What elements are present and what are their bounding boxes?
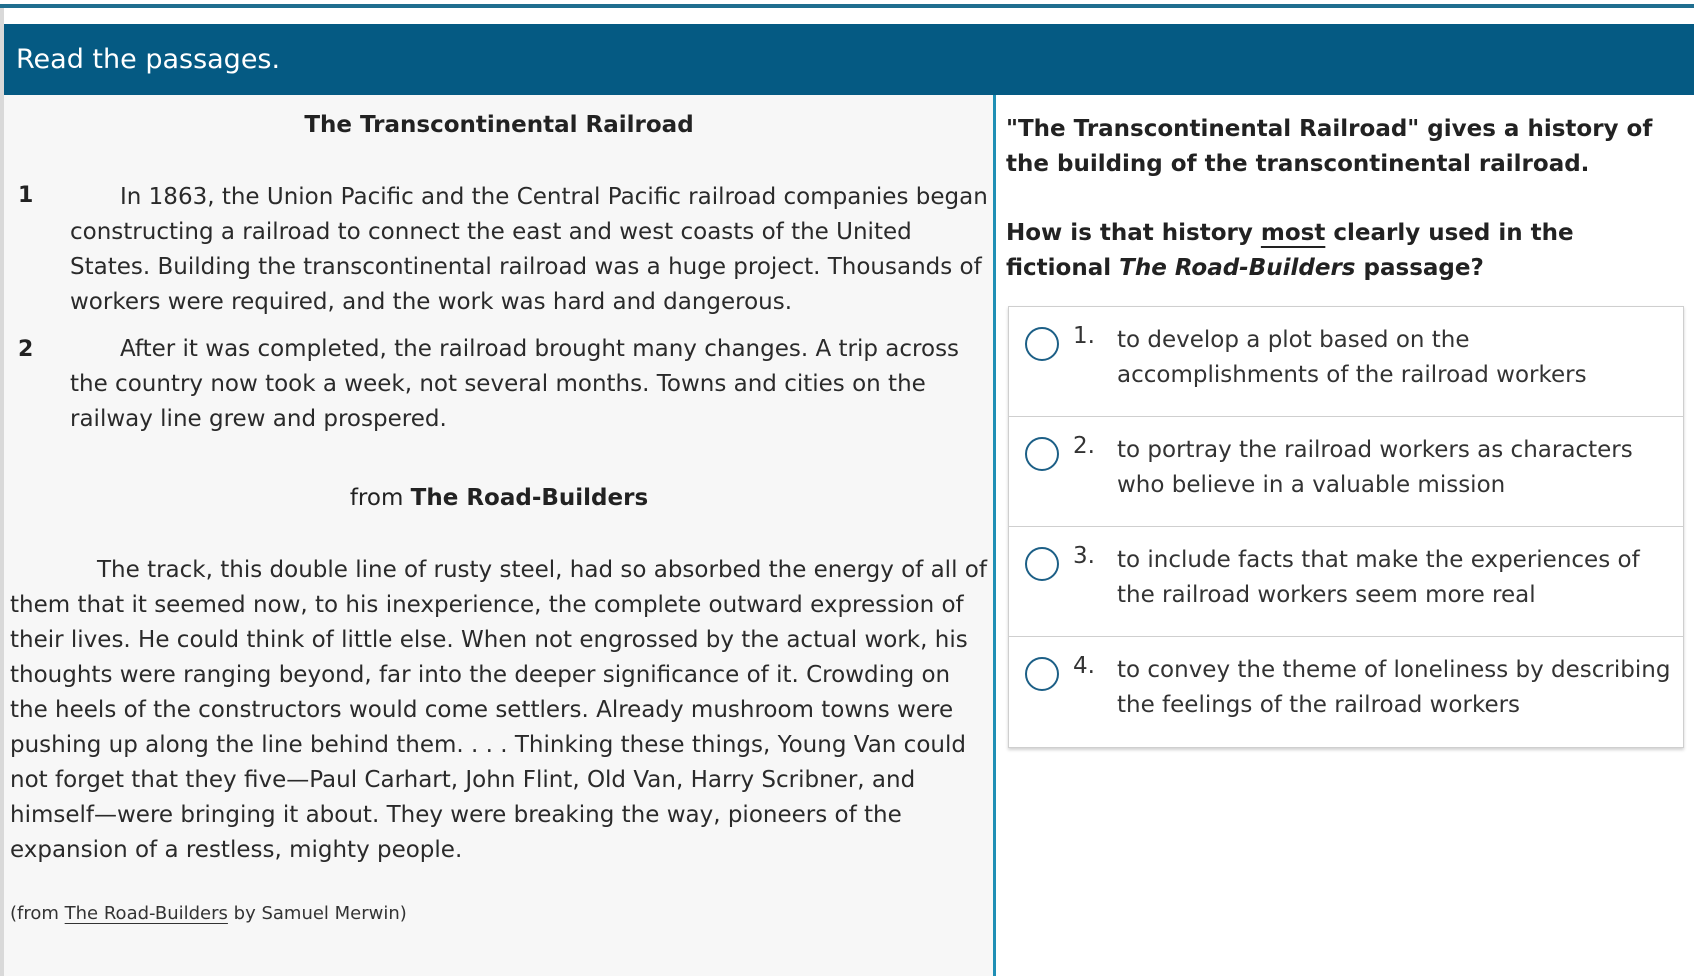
option-text: to portray the railroad workers as characters who believe in a valuable mission bbox=[1117, 437, 1633, 498]
stem-underlined: most bbox=[1260, 220, 1326, 246]
stem-part2: clearly used in the fictional bbox=[1006, 220, 1574, 281]
radio-button-icon[interactable] bbox=[1025, 437, 1059, 471]
passage2-excerpt: The track, this double line of rusty steel, had so absorbed the energy of all of them that it seemed now, to his inexperience, the complete outward expression of their lives. He could think of little else. When not engrossed by the actual work, his thoughts were ranging beyond, far into the deeper significance of it. Crowding on the heels of the constructors would come settlers. Already mushroom towns were pushing up along the line behind them. . . . Thinking these things, Young Van could not forget that they five—Paul Carhart, John Flint, Old Van, Harry Scribner, and himself—were bringing it about. They were breaking the way, pioneers of the expansion of a restless, mighty people. bbox=[10, 557, 987, 863]
paragraph-text: In 1863, the Union Pacific and the Central Pacific railroad companies began constructing a railroad to connect the east and west coasts of the United States. Building the transcontinental railroad was a huge project. Thousands of workers were required, and the work was hard and dangerous. bbox=[70, 184, 988, 315]
stem-part3: passage? bbox=[1363, 255, 1484, 281]
radio-button-icon[interactable] bbox=[1025, 327, 1059, 361]
option-text: to develop a plot based on the accomplishments of the railroad workers bbox=[1117, 327, 1587, 388]
question-stem bbox=[1006, 216, 1686, 286]
option-number: 2. bbox=[1073, 433, 1095, 459]
citation bbox=[10, 903, 407, 924]
option-text: to convey the theme of loneliness by describing the feelings of the railroad workers bbox=[1117, 657, 1671, 718]
answer-options bbox=[1008, 306, 1684, 748]
citation-title: The Road-Builders bbox=[64, 903, 228, 924]
citation-suffix: by Samuel Merwin) bbox=[233, 903, 407, 924]
option-text: to include facts that make the experiences of the railroad workers seem more real bbox=[1117, 547, 1640, 608]
option-number: 1. bbox=[1073, 323, 1095, 349]
paragraph-number: 1 bbox=[18, 183, 34, 208]
option-number: 3. bbox=[1073, 543, 1095, 569]
option-number: 4. bbox=[1073, 653, 1095, 679]
radio-button-icon[interactable] bbox=[1025, 547, 1059, 581]
answer-option-4[interactable] bbox=[1009, 637, 1683, 747]
answer-option-2[interactable] bbox=[1009, 417, 1683, 527]
passage1-title: The Transcontinental Railroad bbox=[304, 112, 694, 138]
passage2-title bbox=[4, 485, 994, 511]
stem-part1: How is that history bbox=[1006, 220, 1253, 246]
stem-italic-title: The Road-Builders bbox=[1119, 255, 1356, 281]
answer-option-3[interactable] bbox=[1009, 527, 1683, 637]
paragraph-number: 2 bbox=[18, 337, 34, 362]
instruction-header bbox=[4, 24, 1694, 95]
radio-button-icon[interactable] bbox=[1025, 657, 1059, 691]
paragraph-text: After it was completed, the railroad brought many changes. A trip across the country now took a week, not several months. Towns and cities on the railway line grew and prospered. bbox=[70, 336, 960, 432]
from-prefix: from bbox=[349, 485, 404, 511]
passage2-title-text: The Road-Builders bbox=[410, 485, 649, 511]
answer-option-1[interactable] bbox=[1009, 307, 1683, 417]
instruction-text: Read the passages. bbox=[16, 44, 281, 75]
question-intro: "The Transcontinental Railroad" gives a history of the building of the transcontinental railroad. bbox=[1006, 116, 1653, 177]
citation-prefix: (from bbox=[10, 903, 59, 924]
top-accent-rule bbox=[0, 4, 1694, 8]
